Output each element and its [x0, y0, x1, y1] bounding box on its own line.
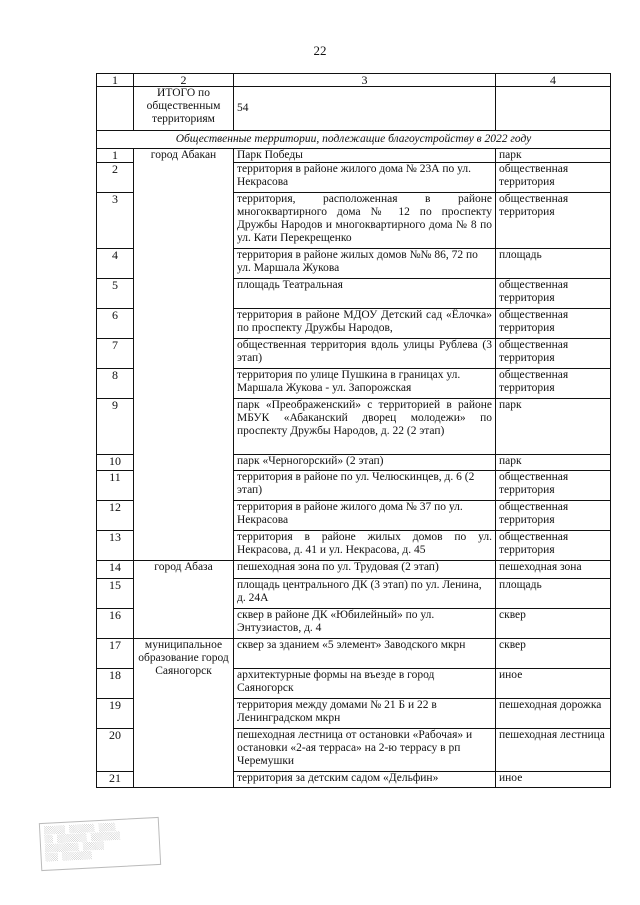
- header-cell: 3: [234, 74, 496, 87]
- row-number: 10: [97, 455, 134, 471]
- territory-description: площадь Театральная: [234, 279, 496, 309]
- territory-type: пешеходная лестница: [496, 729, 611, 772]
- territory-description: пешеходная зона по ул. Трудовая (2 этап): [234, 561, 496, 579]
- territory-type: общественная территория: [496, 339, 611, 369]
- territory-type: сквер: [496, 609, 611, 639]
- header-row: [97, 74, 611, 87]
- row-number: 12: [97, 501, 134, 531]
- row-number: 7: [97, 339, 134, 369]
- territory-description: территория в районе жилого дома № 23А по ул. Некрасова: [234, 163, 496, 193]
- territories-table: [96, 73, 611, 788]
- row-number: 4: [97, 249, 134, 279]
- row-number: 5: [97, 279, 134, 309]
- territory-type: иное: [496, 772, 611, 788]
- territory-type: иное: [496, 669, 611, 699]
- territory-description: парк «Черногорский» (2 этап): [234, 455, 496, 471]
- total-value: 54: [234, 87, 496, 131]
- territory-type: общественная территория: [496, 471, 611, 501]
- territory-type: пешеходная дорожка: [496, 699, 611, 729]
- header-cell: 1: [97, 74, 134, 87]
- territory-type: общественная территория: [496, 279, 611, 309]
- row-number: 19: [97, 699, 134, 729]
- header-cell: 4: [496, 74, 611, 87]
- territory-type: пешеходная зона: [496, 561, 611, 579]
- territory-type: парк: [496, 455, 611, 471]
- municipality-cell: город Абаза: [134, 561, 234, 639]
- municipality-cell: муниципальное образование город Саяногорск: [134, 639, 234, 788]
- header-cell: 2: [134, 74, 234, 87]
- territory-description: территория в районе жилого дома № 37 по ул. Некрасова: [234, 501, 496, 531]
- territory-type: общественная территория: [496, 531, 611, 561]
- section-row: [97, 131, 611, 149]
- row-number: 11: [97, 471, 134, 501]
- row-number: 15: [97, 579, 134, 609]
- row-number: 18: [97, 669, 134, 699]
- territory-description: территория, расположенная в районе многоквартирного дома № 12 по проспекту Дружбы Народов и многоквартирного дома № 8 по ул. Кати Перекрещенко: [234, 193, 496, 249]
- territory-description: площадь центрального ДК (3 этап) по ул. Ленина, д. 24А: [234, 579, 496, 609]
- territory-description: общественная территория вдоль улицы Рублева (3 этап): [234, 339, 496, 369]
- territory-type: площадь: [496, 249, 611, 279]
- territory-description: территория в районе жилых домов по ул. Некрасова, д. 41 и ул. Некрасова, д. 45: [234, 531, 496, 561]
- territory-description: территория в районе МДОУ Детский сад «Ёлочка» по проспекту Дружбы Народов,: [234, 309, 496, 339]
- territory-description: пешеходная лестница от остановки «Рабочая» и остановки «2-ая терраса» на 2-ю террасу в рп Черемушки: [234, 729, 496, 772]
- territory-type: сквер: [496, 639, 611, 669]
- territory-description: Парк Победы: [234, 149, 496, 163]
- territory-description: архитектурные формы на въезде в город Саяногорск: [234, 669, 496, 699]
- territory-type: парк: [496, 399, 611, 455]
- territory-type: общественная территория: [496, 193, 611, 249]
- page-number: 22: [313, 43, 327, 58]
- table-row: [97, 561, 611, 579]
- row-number: 2: [97, 163, 134, 193]
- territory-type: парк: [496, 149, 611, 163]
- municipality-cell: город Абакан: [134, 149, 234, 561]
- table-row: [97, 639, 611, 669]
- row-number: 16: [97, 609, 134, 639]
- row-number: 14: [97, 561, 134, 579]
- row-number: 9: [97, 399, 134, 455]
- row-number: 1: [97, 149, 134, 163]
- row-number: 3: [97, 193, 134, 249]
- territory-description: территория по улице Пушкина в границах ул. Маршала Жукова - ул. Запорожская: [234, 369, 496, 399]
- total-label: ИТОГО по общественным территориям: [134, 87, 234, 131]
- territory-type: площадь: [496, 579, 611, 609]
- territory-type: общественная территория: [496, 163, 611, 193]
- row-number: 8: [97, 369, 134, 399]
- territory-description: сквер в районе ДК «Юбилейный» по ул. Энтузиастов, д. 4: [234, 609, 496, 639]
- total-row: [97, 87, 611, 131]
- section-title: Общественные территории, подлежащие благоустройству в 2022 году: [97, 131, 611, 149]
- territory-type: общественная территория: [496, 309, 611, 339]
- territory-description: парк «Преображенский» с территорией в районе МБУК «Абаканский дворец молодежи» по проспекту Дружбы Народов, д. 22 (2 этап): [234, 399, 496, 455]
- territory-description: территория в районе жилых домов №№ 86, 72 по ул. Маршала Жукова: [234, 249, 496, 279]
- table-row: [97, 149, 611, 163]
- territory-type: общественная территория: [496, 369, 611, 399]
- row-number: 17: [97, 639, 134, 669]
- row-number: 6: [97, 309, 134, 339]
- row-number: 20: [97, 729, 134, 772]
- territory-type: общественная территория: [496, 501, 611, 531]
- territory-description: территория за детским садом «Дельфин»: [234, 772, 496, 788]
- row-number: 21: [97, 772, 134, 788]
- territory-description: территория в районе по ул. Челюскинцев, д. 6 (2 этап): [234, 471, 496, 501]
- territory-description: территория между домами № 21 Б и 22 в Ленинградском мкрн: [234, 699, 496, 729]
- row-number: 13: [97, 531, 134, 561]
- faded-stamp: ░░░░░ ░░░░░░ ░░░░ ░░ ░░░░░░░ ░░░░░░░ ░░░░░░░░ ░░░░░ ░░░ ░░░░░░░: [39, 817, 161, 871]
- territory-description: сквер за зданием «5 элемент» Заводского мкрн: [234, 639, 496, 669]
